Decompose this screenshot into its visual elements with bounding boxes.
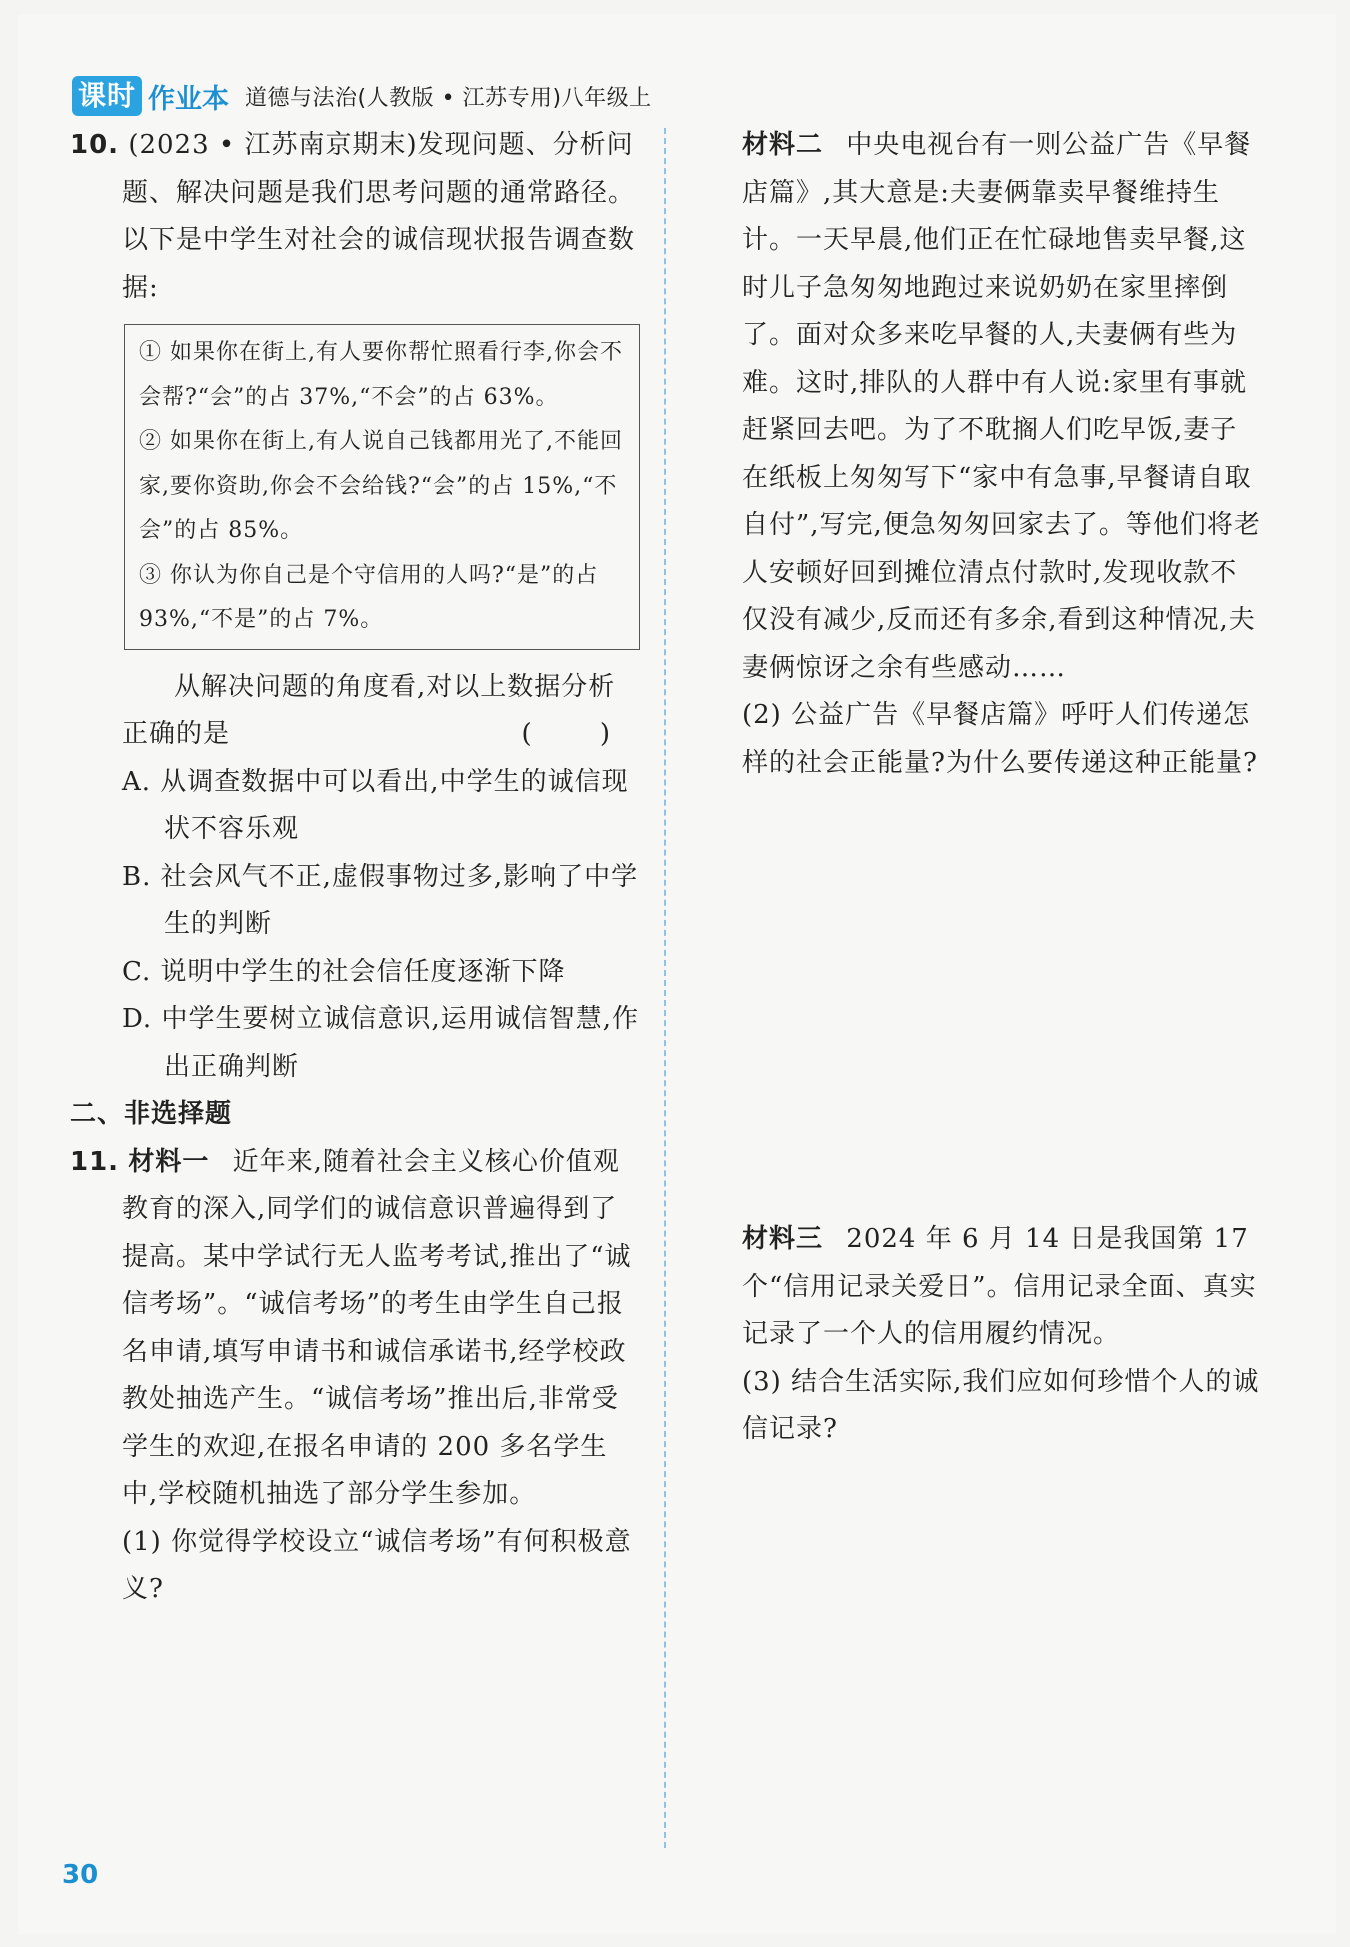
question-prompt-text: 从解决问题的角度看,对以上数据分析正确的是 (122, 671, 616, 749)
sub-question-3: (3) 结合生活实际,我们应如何珍惜个人的诚信记录? (742, 1366, 1260, 1444)
question-11-material-1 (70, 1139, 640, 1519)
section-heading: 二、非选择题 (70, 1099, 233, 1129)
right-column (742, 122, 1262, 787)
survey-item: ① 如果你在街上,有人要你帮忙照看行李,你会不会帮?“会”的占 37%,“不会”的占 63%。 (139, 340, 623, 410)
survey-item: ② 如果你在街上,有人说自己钱都用光了,不能回家,要你资助,你会不会给钱?“会”的占 15%,“不会”的占 85%。 (139, 429, 623, 543)
question-number: 11. (70, 1146, 120, 1177)
question-stem-text: (2023 • 江苏南京期末)发现问题、分析问题、解决问题是我们思考问题的通常路径。以下是中学生对社会的诚信现状报告调查数据: (122, 130, 636, 303)
brand-logo: 课时 (72, 76, 142, 116)
survey-item: ③ 你认为你自己是个守信用的人吗?“是”的占 93%,“不是”的占 7%。 (139, 562, 599, 632)
option-c[interactable]: C. 说明中学生的社会信任度逐渐下降 (122, 956, 566, 987)
question-10-stem (70, 122, 640, 312)
material-text: 近年来,随着社会主义核心价值观教育的深入,同学们的诚信意识普遍得到了提高。某中学试行无人监考考试,推出了“诚信考场”。“诚信考场”的考生由学生自己报名申请,填写申请书和诚信承诺书,经学校政教处抽选产生。“诚信考场”推出后,非常受学生的欢迎,在报名申请的 200 多名学生中,学校随机抽选了部分学生参加。 (122, 1146, 632, 1509)
page-number: 30 (62, 1860, 99, 1890)
sub-question-1: (1) 你觉得学校设立“诚信考场”有何积极意义? (122, 1526, 632, 1604)
material-label: 材料二 (742, 130, 824, 160)
column-divider (664, 128, 666, 1848)
option-a[interactable]: A. 从调查数据中可以看出,中学生的诚信现状不容乐观 (122, 766, 629, 844)
option-b[interactable]: B. 社会风气不正,虚假事物过多,影响了中学生的判断 (122, 861, 639, 939)
material-label: 材料三 (742, 1224, 824, 1254)
brand-name: 作业本 (148, 83, 230, 115)
material-text: 2024 年 6 月 14 日是我国第 17 个“信用记录关爱日”。信用记录全面、真实记录了一个人的信用履约情况。 (742, 1224, 1257, 1349)
header (72, 74, 652, 118)
book-subtitle: 道德与法治(人教版 • 江苏专用)八年级上 (245, 85, 652, 111)
question-number: 10. (70, 130, 120, 160)
right-column-lower (742, 1216, 1262, 1454)
left-column (70, 122, 640, 1614)
material-2 (742, 122, 1262, 692)
material-text: 中央电视台有一则公益广告《早餐店篇》,其大意是:夫妻俩靠卖早餐维持生计。一天早晨,他们正在忙碌地售卖早餐,这时儿子急匆匆地跑过来说奶奶在家里摔倒了。面对众多来吃早餐的人,夫妻俩有些为难。这时,排队的人群中有人说:家里有事就赶紧回去吧。为了不耽搁人们吃早饭,妻子在纸板上匆匆写下“家中有急事,早餐请自取自付”,写完,便急匆匆回家去了。等他们将老人安顿好回到摊位清点付款时,发现收款不仅没有减少,反而还有多余,看到这种情况,夫妻俩惊讶之余有些感动…… (742, 130, 1261, 683)
question-10-prompt (70, 664, 640, 759)
answer-parentheses[interactable]: ( ) (521, 719, 640, 749)
survey-data-box (124, 324, 640, 650)
material-label: 材料一 (128, 1146, 210, 1177)
sub-question-2: (2) 公益广告《早餐店篇》呼吁人们传递怎样的社会正能量?为什么要传递这种正能量? (742, 700, 1258, 778)
option-d[interactable]: D. 中学生要树立诚信意识,运用诚信智慧,作出正确判断 (122, 1004, 639, 1082)
material-3 (742, 1216, 1262, 1359)
